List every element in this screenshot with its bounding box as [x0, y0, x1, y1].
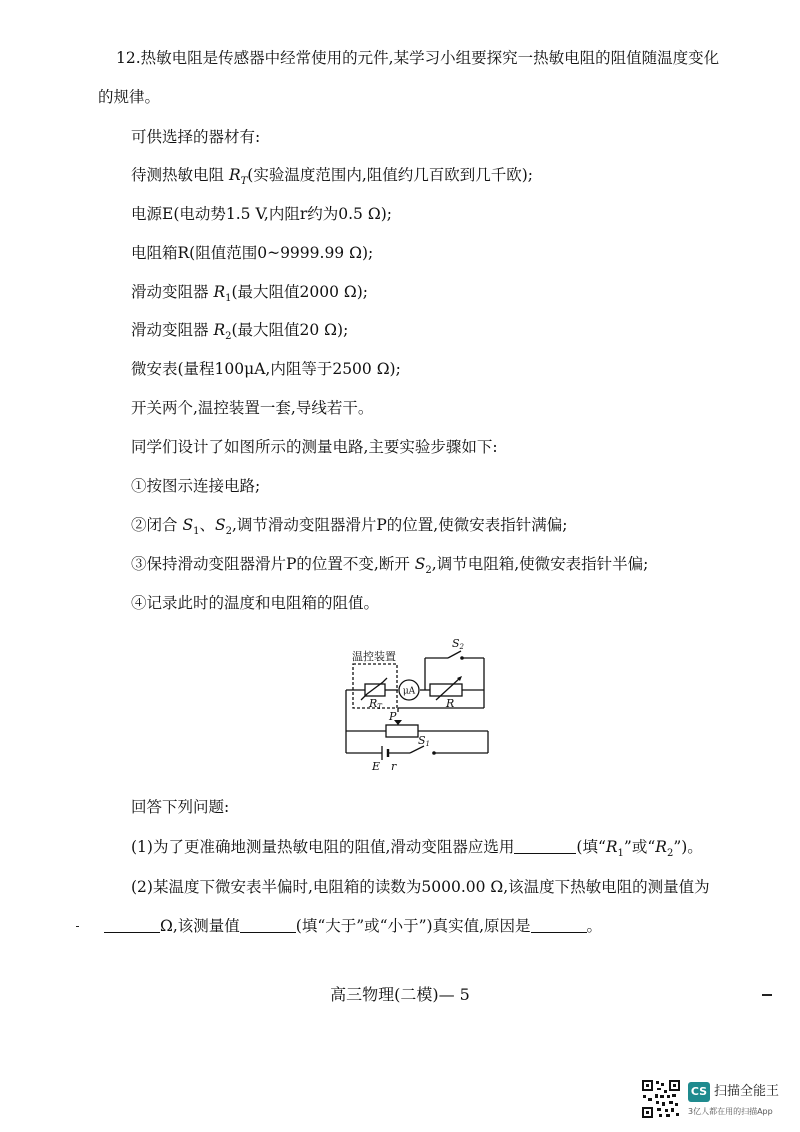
step-2: ②闭合 $S_1$、$S_2$,调节滑动变阻器滑片P的位置,使微安表指针满偏;	[131, 516, 568, 538]
label-s2: S2	[452, 637, 465, 651]
label-s1: S1	[418, 734, 431, 748]
procedure-intro: 同学们设计了如图所示的测量电路,主要实验步骤如下:	[131, 438, 498, 456]
switch-s2-contact	[460, 656, 464, 660]
label-r: R	[446, 697, 455, 710]
step-3: ③保持滑动变阻器滑片P的位置不变,断开 $S_2$,调节电阻箱,使微安表指针半偏;	[131, 555, 649, 577]
answer-blank-2[interactable]	[104, 918, 160, 933]
equipment-title: 可供选择的器材有:	[131, 128, 261, 146]
label-p: P	[389, 710, 397, 723]
camscanner-logo: CS	[688, 1082, 710, 1102]
answer-title: 回答下列问题:	[131, 798, 230, 816]
equipment-rheostat-r1: 滑动变阻器 $R_1$(最大阻值2000 Ω);	[131, 283, 369, 305]
circuit-diagram	[336, 636, 496, 772]
question-2-line-2: Ω,该测量值 (填“大于”或“小于”)真实值,原因是 。	[104, 916, 602, 936]
label-rt: RT	[369, 697, 382, 711]
question-2-line-1: (2)某温度下微安表半偏时,电阻箱的读数为5000.00 Ω,该温度下热敏电阻的测量值为	[131, 878, 710, 896]
equipment-source: 电源E(电动势1.5 V,内阻r约为0.5 Ω);	[131, 205, 392, 223]
camscanner-slogan: 3亿人都在用的扫描App	[688, 1107, 773, 1116]
qr-code	[641, 1079, 681, 1119]
answer-blank-4[interactable]	[531, 918, 587, 933]
equipment-resistance-box: 电阻箱R(阻值范围0~9999.99 Ω);	[131, 244, 374, 262]
equipment-thermistor: 待测热敏电阻 $R_T$(实验温度范围内,阻值约几百欧到几千欧);	[131, 166, 534, 188]
question-line-1: 12.热敏电阻是传感器中经常使用的元件,某学习小组要探究一热敏电阻的阻值随温度变化	[116, 49, 720, 67]
answer-blank-1[interactable]	[514, 839, 576, 854]
label-e: E	[372, 760, 381, 772]
switch-s1-contact	[432, 751, 436, 755]
equipment-microammeter: 微安表(量程100μA,内阻等于2500 Ω);	[131, 360, 401, 378]
label-internal-r: r	[391, 760, 397, 772]
page-footer: 高三物理(二模)— 5	[330, 985, 470, 1004]
scan-mark-right	[762, 994, 772, 996]
label-temperature-device: 温控装置	[352, 650, 396, 663]
question-line-2: 的规律。	[98, 88, 161, 106]
thermistor	[365, 684, 385, 696]
equipment-rheostat-r2: 滑动变阻器 $R_2$(最大阻值20 Ω);	[131, 321, 349, 343]
camscanner-name: 扫描全能王	[714, 1084, 780, 1099]
question-1: (1)为了更准确地测量热敏电阻的阻值,滑动变阻器应选用 (填“$R_1$”或“$R_2$”)。	[131, 838, 703, 860]
answer-blank-3[interactable]	[240, 918, 296, 933]
rheostat	[386, 725, 418, 737]
switch-s1-blade	[410, 746, 424, 753]
switch-s2-blade	[448, 651, 461, 658]
label-meter: μA	[402, 686, 416, 697]
step-4: ④记录此时的温度和电阻箱的阻值。	[131, 594, 380, 612]
step-1: ①按图示连接电路;	[131, 477, 261, 495]
equipment-misc: 开关两个,温控装置一套,导线若干。	[131, 399, 374, 417]
scan-mark-left	[76, 926, 79, 927]
